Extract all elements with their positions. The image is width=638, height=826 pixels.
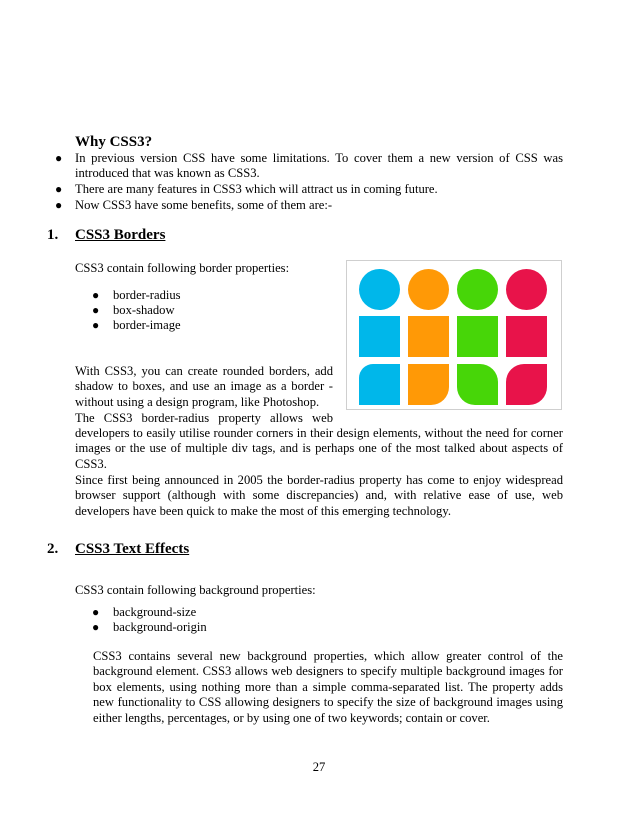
orange-circle-shape xyxy=(408,269,449,310)
section-title: CSS3 Text Effects xyxy=(75,541,190,557)
borders-paragraph-1 xyxy=(75,364,333,410)
bullet-icon: ● xyxy=(55,182,63,196)
borders-paragraph-3: Since first being announced in 2005 the border-radius property has come to enjoy widespread browser support (although with some discrepancies) and, with relative ease of use, web developers have been quick to make the most of this emerging technology. xyxy=(75,473,563,518)
bullet-icon: ● xyxy=(92,605,100,619)
bullet-icon: ● xyxy=(92,288,100,302)
red-square-shape xyxy=(506,316,547,357)
paragraph-line: shadow to boxes, and use an image as a border - xyxy=(75,379,333,394)
background-property-item xyxy=(92,605,197,620)
blue-square-shape xyxy=(359,316,400,357)
why-bullet-1 xyxy=(55,151,563,182)
section-text-effects-heading xyxy=(47,541,189,558)
bullet-icon: ● xyxy=(55,151,63,165)
borders-paragraph-2-rest: developers to easily utilise rounder corners in their design elements, without the need for corner images or the use of multiple div tags, and is perhaps one of the most talked about aspects of CSS3. xyxy=(75,426,563,471)
text-effects-intro: CSS3 contain following background properties: xyxy=(75,583,316,597)
why-bullet-3 xyxy=(55,198,563,213)
blue-leaf-shape xyxy=(359,364,400,405)
text-effects-paragraph: CSS3 contains several new background properties, which allow greater control of the background element. CSS3 allows web designers to specify multiple background images for box elements, using nothing more than a simple comma-separated list. The property adds new functionality to CSS allowing designers to specify the size of background images using either lengths, percentages, or by using one of two keywords; contain or cover. xyxy=(93,649,563,725)
background-property-item xyxy=(92,620,207,635)
border-property-text: box-shadow xyxy=(113,303,175,317)
paragraph-line: With CSS3, you can create rounded borders, add xyxy=(75,364,333,378)
why-bullet-text: There are many features in CSS3 which will attract us in coming future. xyxy=(75,182,438,196)
orange-square-shape xyxy=(408,316,449,357)
background-property-text: background-size xyxy=(113,605,197,619)
borders-paragraph-2-first-line: The CSS3 border-radius property allows web xyxy=(75,411,333,425)
borders-intro: CSS3 contain following border properties: xyxy=(75,261,290,275)
section-title: CSS3 Borders xyxy=(75,227,166,243)
background-property-text: background-origin xyxy=(113,620,207,634)
green-leaf-shape xyxy=(457,364,498,405)
red-circle-shape xyxy=(506,269,547,310)
why-bullet-text: Now CSS3 have some benefits, some of them are:- xyxy=(75,198,333,212)
section-borders-heading xyxy=(47,227,165,244)
green-square-shape xyxy=(457,316,498,357)
section-number: 2. xyxy=(47,541,59,557)
border-property-item xyxy=(92,318,181,333)
green-circle-shape xyxy=(457,269,498,310)
page-number: 27 xyxy=(312,760,326,774)
paragraph-line: without using a design program, like Photoshop. xyxy=(75,394,320,409)
why-bullet-2 xyxy=(55,182,563,197)
border-property-text: border-image xyxy=(113,318,181,332)
border-radius-figure xyxy=(346,260,562,410)
orange-leaf-shape xyxy=(408,364,449,405)
why-css3-heading: Why CSS3? xyxy=(75,134,153,150)
bullet-icon: ● xyxy=(55,198,63,212)
red-leaf-shape xyxy=(506,364,547,405)
border-property-item xyxy=(92,303,175,318)
blue-circle-shape xyxy=(359,269,400,310)
bullet-icon: ● xyxy=(92,620,100,634)
bullet-icon: ● xyxy=(92,303,100,317)
section-number: 1. xyxy=(47,227,59,243)
bullet-icon: ● xyxy=(92,318,100,332)
why-bullet-text: In previous version CSS have some limitations. To cover them a new version of CSS was introduced that was known as CSS3. xyxy=(75,151,563,181)
border-property-item xyxy=(92,288,181,303)
border-property-text: border-radius xyxy=(113,288,181,302)
